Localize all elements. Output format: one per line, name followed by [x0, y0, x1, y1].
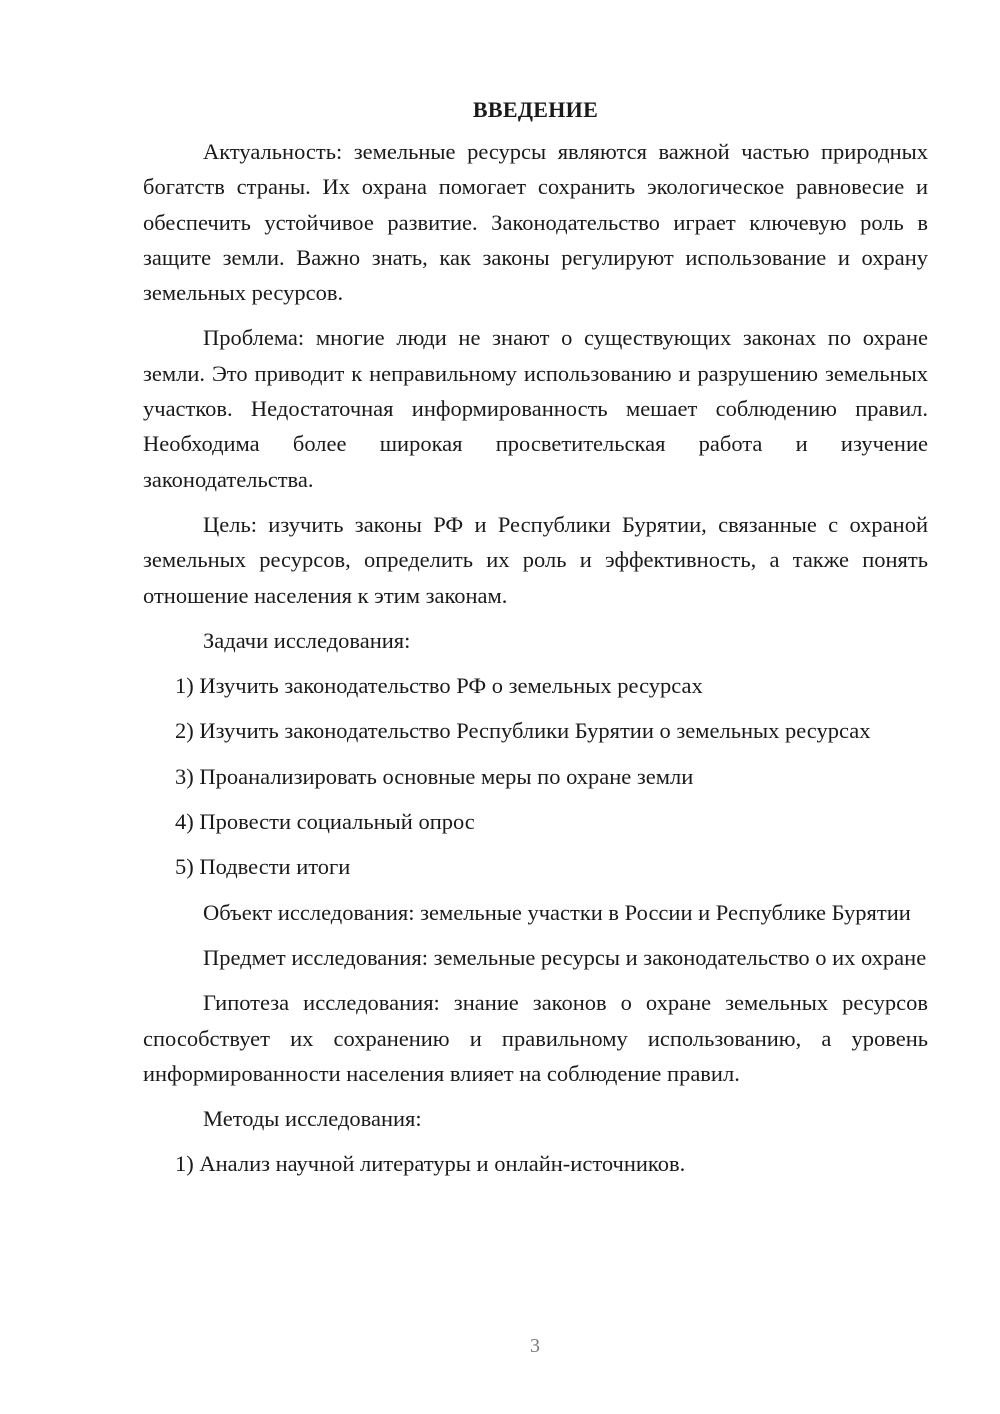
tasks-heading: Задачи исследования: [203, 627, 411, 653]
page-number: 3 [530, 1335, 540, 1357]
methods-heading: Методы исследования: [203, 1106, 422, 1132]
task-item: 2) Изучить законодательство Республики Бурятии о земельных ресурсах [175, 718, 871, 744]
task-item: 1) Изучить законодательство РФ о земельных ресурсах [175, 673, 703, 699]
relevance-paragraph: Актуальность: земельные ресурсы являются важной частью природных богатств страны. Их охрана помогает сохранить экологическое равновесие и обеспечить устойчивое развитие. Законодательство играет ключевую роль в защите земли. Важно знать, как законы регулируют использование и охрану земельных ресурсов. [143, 139, 928, 306]
task-item: 4) Провести социальный опрос [175, 809, 475, 835]
task-item: 3) Проанализировать основные меры по охране земли [175, 763, 694, 789]
subject-paragraph: Предмет исследования: земельные ресурсы и законодательство о их охране [203, 944, 927, 970]
hypothesis-paragraph: Гипотеза исследования: знание законов о охране земельных ресурсов способствует их сохранению и правильному использованию, а уровень информированности населения влияет на соблюдение правил. [143, 990, 928, 1086]
problem-paragraph: Проблема: многие люди не знают о существующих законах по охране земли. Это приводит к неправильному использованию и разрушению земельных участков. Недостаточная информированность мешает соблюдению правил. Необходима более широкая просветительская работа и изучение законодательства. [143, 325, 928, 492]
task-item: 5) Подвести итоги [175, 854, 351, 880]
method-item: 1) Анализ научной литературы и онлайн-источников. [175, 1151, 686, 1177]
page-title: ВВЕДЕНИЕ [472, 97, 599, 122]
object-paragraph: Объект исследования: земельные участки в России и Республике Бурятии [203, 899, 911, 925]
goal-paragraph: Цель: изучить законы РФ и Республики Бурятии, связанные с охраной земельных ресурсов, определить их роль и эффективность, а также понять отношение населения к этим законам. [143, 511, 928, 608]
document-page [143, 96, 928, 1192]
